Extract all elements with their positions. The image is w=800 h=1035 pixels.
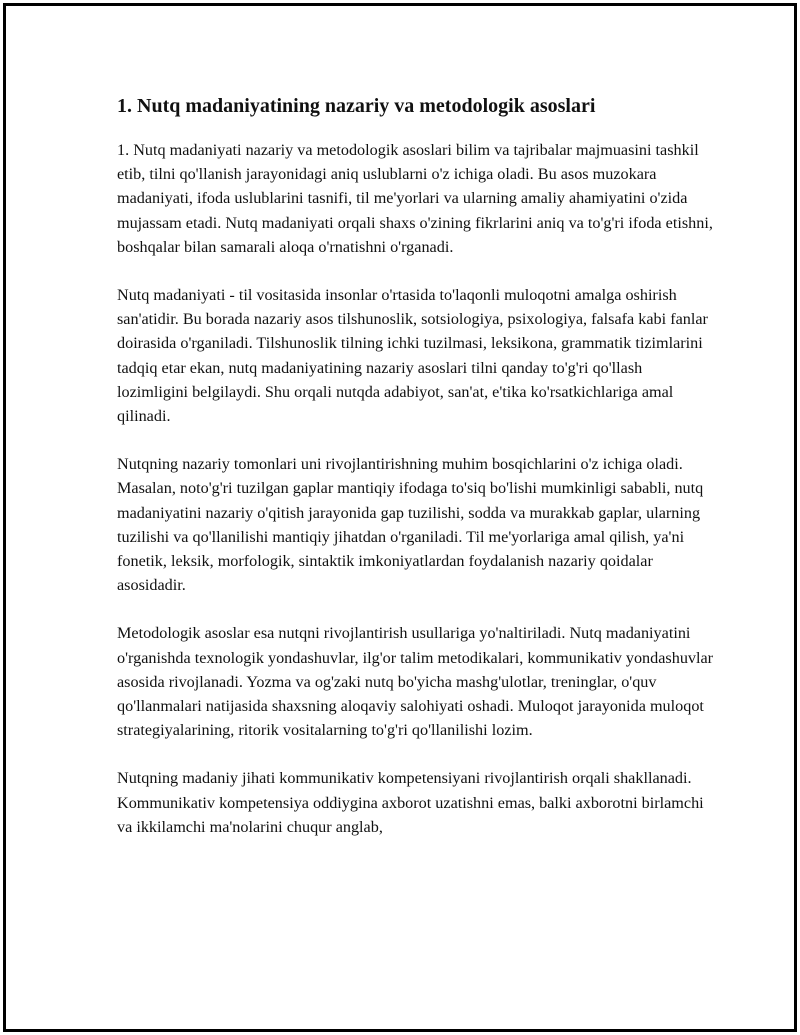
paragraph-5: Nutqning madaniy jihati kommunikativ kompetensiyani rivojlantirish orqali shakllanadi. Kommunikativ kompetensiya oddiygina axborot uzatishni emas, balki axborotni birlamchi va ikkilamchi ma'nolarini chuqur anglab, [117,769,704,836]
paragraph-2: Nutq madaniyati - til vositasida insonlar o'rtasida to'laqonli muloqotni amalga oshirish san'atidir. Bu borada nazariy asos tilshunoslik, sotsiologiya, psixologiya, falsafa kabi fanlar doirasida o'rganiladi. Tilshunoslik tilning ichki tuzilmasi, leksikona, grammatik tizimlarini tadqiq etar ekan, nutq madaniyatining nazariy asoslari tilni qanday to'g'ri qo'llash lozimligini belgilaydi. Shu orqali nutqda adabiyot, san'at, e'tika ko'rsatkichlariga amal qilinadi. [117,286,708,426]
document-body [117,92,717,863]
paragraph-3: Nutqning nazariy tomonlari uni rivojlantirishning muhim bosqichlarini o'z ichiga oladi. Masalan, noto'g'ri tuzilgan gaplar mantiqiy ifodaga to'siq bo'lishi mumkinligi sababli, nutq madaniyatini nazariy o'qitish jarayonida gap tuzilishi, sodda va murakkab gaplar, ularning tuzilishi va qo'llanilishi mantiqiy jihatdan o'rganiladi. Til me'yorlariga amal qilish, ya'ni fonetik, leksik, morfologik, sintaktik imkoniyatlardan foydalanish nazariy qoidalar asosidadir. [117,455,704,595]
paragraph-4: Metodologik asoslar esa nutqni rivojlantirish usullariga yo'naltiriladi. Nutq madaniyatini o'rganishda texnologik yondashuvlar, ilg'or talim metodikalari, kommunikativ yondashuvlar asosida rivojlanadi. Yozma va og'zaki nutq bo'yicha mashg'ulotlar, treninglar, o'quv qo'llanmalari natijasida shaxsning aloqaviy salohiyati oshadi. Muloqot jarayonida muloqot strategiyalarining, ritorik vositalarning to'g'ri qo'llanilishi lozim. [117,624,714,740]
paragraph-1: 1. Nutq madaniyati nazariy va metodologik asoslari bilim va tajribalar majmuasini tashkil etib, tilni qo'llanish jarayonidagi aniq uslublarni o'z ichiga oladi. Bu asos muzokara madaniyati, ifoda uslublarini tasnifi, til me'yorlari va ularning amaliy ahamiyatini o'zida mujassam etadi. Nutq madaniyati orqali shaxs o'zining fikrlarini aniq va to'g'ri ifoda etishni, boshqalar bilan samarali aloqa o'rnatishni o'rganadi. [117,141,713,256]
document-title: 1. Nutq madaniyatining nazariy va metodologik asoslari [117,95,596,117]
